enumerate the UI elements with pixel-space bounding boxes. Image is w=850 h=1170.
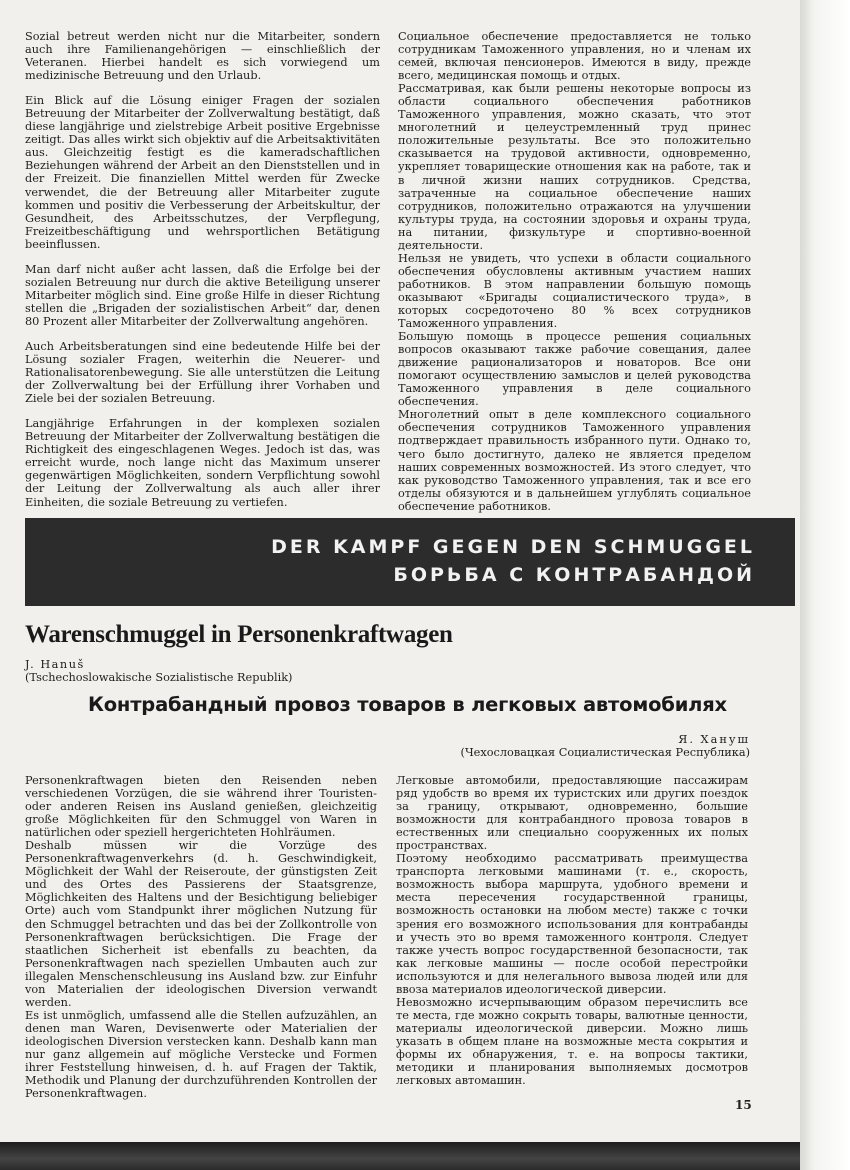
section-banner [25,518,795,606]
article-title-ru: Контрабандный провоз товаров в легковых автомобилях [88,693,727,716]
paragraph: Легковые автомобили, предоставляющие пассажирам ряд удобств во время их туристских или других поездок за границу, открывают, одновременно, большие возможности для контрабандного провоза товаров в естественных или специально сооруженных их полых пространствах. [396,774,748,853]
paragraph: Социальное обеспечение предоставляется не только сотрудникам Таможенного управления, но и членам их семей, включая пенсионеров. Имеются в виду, прежде всего, медицинская помощь и отдых. [398,30,751,83]
author-name-de: J. Hanuš [25,658,85,671]
paragraph: Personenkraftwagen bieten den Reisenden neben verschiedenen Vorzügen, die sie während ihrer Touristen- oder anderen Reisen ins Ausland genießen, gleichzeitig große Möglichkeiten für den Schmuggel von Waren in natürlichen oder speziell hergerichteten Hohlräumen. [25,774,377,840]
section-title-de: DER KAMPF GEGEN DEN SCHMUGGEL [271,536,755,558]
paragraph: Невозможно исчерпывающим образом перечислить все те места, где можно сокрыть товары, валютные ценности, материалы идеологической диверсии. Можно лишь указать в общем плане на возможные места сокрытия и формы их обнаружения, т. е. на вопросы тактики, методики и планирования выполняемых досмотров легковых автомашин. [396,995,748,1088]
article-title-de: Warenschmuggel in Personenkraftwagen [25,621,453,648]
byline-ru [461,733,750,759]
author-country-de: (Tschechoslowakische Sozialistische Republik) [25,671,293,684]
lower-right-column [396,774,748,1087]
paragraph: Man darf nicht außer acht lassen, daß die Erfolge bei der sozialen Betreuung nur durch die aktive Beteiligung unserer Mitarbeiter möglich sind. Eine große Hilfe in dieser Richtung stellen die „Brigaden der sozialistischen Arbeit“ dar, denen 80 Prozent aller Mitarbeiter der Zollverwaltung angehören. [25,262,380,328]
paragraph: Sozial betreut werden nicht nur die Mitarbeiter, sondern auch ihre Familienangehörigen — einschließlich der Veteranen. Hierbei handelt es sich vorwiegend um medizinische Betreuung und den Urlaub. [25,30,380,83]
author-name-ru: Я. Хануш [678,733,750,746]
paragraph: Auch Arbeitsberatungen sind eine bedeutende Hilfe bei der Lösung sozialer Fragen, weiterhin die Neuerer- und Rationalisatorenbewegung. Sie alle unterstützen die Leitung der Zollverwaltung bei der Erfüllung ihrer Vorhaben und Ziele bei der sozialen Betreuung. [25,339,380,406]
page-number: 15 [735,1098,752,1112]
paragraph: Рассматривая, как были решены некоторые вопросы из области социального обеспечения работников Таможенного управления, можно сказать, что этот многолетний и целеустремленный труд принес положительные результаты. Все это положительно сказывается на трудовой активности, одновременно, укрепляет товарищеские отношения как на работе, так и в личной жизни наших сотрудников. Средства, затраченные на социальное обеспечение наших сотрудников, положительно отражаются на улучшении культуры труда, на состоянии здоровья и охраны труда, на питании, физкультуре и спортивно-военной деятельности. [398,82,751,252]
paragraph: Поэтому необходимо рассматривать преимущества транспорта легковыми машинами (т. е., скорость, возможность выбора маршрута, удобного времени и места пересечения государственной границы, возможность остановки на любом месте) также с точки зрения его возможного использования для контрабанды и учесть это во время таможенного контроля. Следует также учесть вопрос государственной безопасности, так как легковые машины — после особой перестройки используются и для нелегального вывоза людей или для ввоза материалов идеологической диверсии. [396,852,748,996]
scan-edge-right [800,0,850,1170]
upper-left-column [25,30,380,521]
paragraph: Deshalb müssen wir die Vorzüge des Personenkraftwagenverkehrs (d. h. Geschwindigkeit, Möglichkeit der Wahl der Reiseroute, der günstigsten Zeit und des Ortes des Passierens der Staatsgrenze, Möglichkeiten des Haltens und der Besichtigung beliebiger Orte) auch vom Standpunkt ihrer möglichen Nutzung für den Schmuggel betrachten und das bei der Zollkontrolle von Personenkraftwagen berücksichtigen. Die Frage der staatlichen Sicherheit ist ebenfalls zu beachten, da Personenkraftwagen nach speziellen Umbauten auch zur illegalen Menschenschleusung ins Ausland bzw. zur Einfuhr von Materialien der ideologischen Diversion verwandt werden. [25,839,377,1009]
paragraph: Ein Blick auf die Lösung einiger Fragen der sozialen Betreuung der Mitarbeiter der Zollverwaltung bestätigt, daß diese langjährige und zielstrebige Arbeit positive Ergebnisse zeitigt. Das alles wirkt sich objektiv auf die Arbeitsaktivitäten aus. Gleichzeitig festigt es die kameradschaftlichen Beziehungen während der Arbeit an den Dienststellen und in der Freizeit. Die finanziellen Mittel werden für Zwecke verwendet, die der Betreuung aller Mitarbeiter zugute kommen und positiv die Verbesserung der Arbeitskultur, der Gesundheit, des Arbeitsschutzes, der Verpflegung, Freizeitbeschäftigung und wehrsportlichen Betätigung beeinflussen. [25,94,380,251]
paragraph: Es ist unmöglich, umfassend alle die Stellen aufzuzählen, an denen man Waren, Devisenwerte oder Materialien der ideologischen Diversion verstecken kann. Deshalb kann man nur ganz allgemein auf mögliche Verstecke und Formen ihrer Feststellung hinweisen, d. h. auf Fragen der Taktik, Methodik und Planung der durchzuführenden Kontrollen der Personenkraftwagen. [25,1008,377,1101]
author-country-ru: (Чехословацкая Социалистическая Республика) [460,746,750,759]
paragraph: Большую помощь в процессе решения социальных вопросов оказывают также рабочие совещания, далее движение рационализаторов и новаторов. Все они помогают осуществлению замыслов и целей руководства Таможенного управления в деле социального обеспечения. [398,330,751,409]
lower-left-column [25,774,377,1100]
section-title-ru: БОРЬБА С КОНТРАБАНДОЙ [393,564,755,586]
byline-de [25,658,292,684]
paragraph: Многолетний опыт в деле комплексного социального обеспечения сотрудников Таможенного управления подтверждает правильность избранного пути. Однако то, чего было достигнуто, далеко не является пределом наших современных возможностей. Из этого следует, что как руководство Таможенного управления, так и все его отделы обязуются и в дальнейшем углублять социальное обеспечение работников. [398,408,751,513]
paragraph: Langjährige Erfahrungen in der komplexen sozialen Betreuung der Mitarbeiter der Zollverwaltung bestätigen die Richtigkeit des eingeschlagenen Weges. Jedoch ist das, was erreicht wurde, noch lange nicht das Maximum unserer gegenwärtigen Möglichkeiten, sondern Verpflichtung sowohl der Leitung der Zollverwaltung als auch aller ihrer Einheiten, die soziale Betreuung zu vertiefen. [25,417,380,509]
scan-edge-bottom [0,1142,800,1170]
paragraph: Нельзя не увидеть, что успехи в области социального обеспечения обусловлены активным участием наших работников. В этом направлении большую помощь оказывают «Бригады социалистического труда», в которых сосредоточено 80 % всех сотрудников Таможенного управления. [398,251,751,331]
upper-right-column [398,30,751,513]
